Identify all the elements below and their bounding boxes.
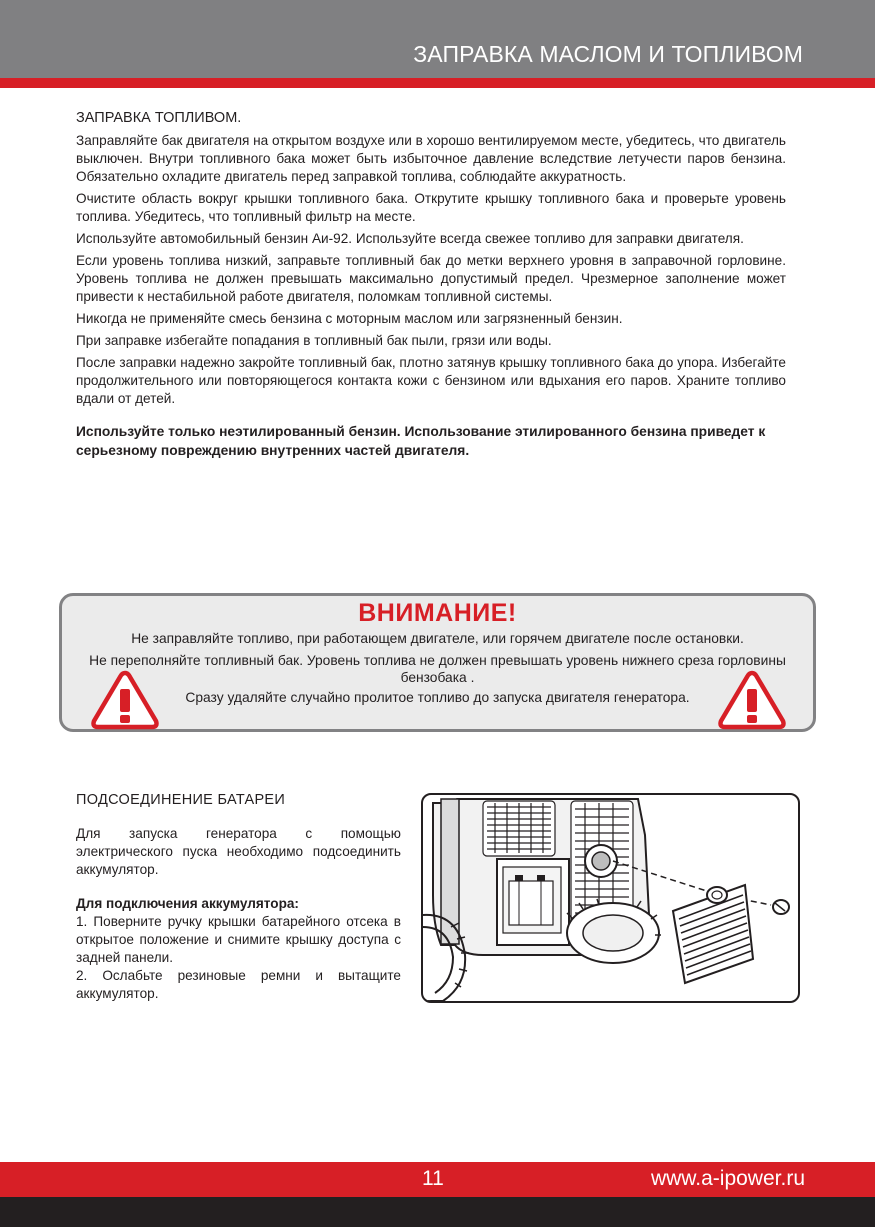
battery-step: 2. Ослабьте резиновые ремни и вытащите аккумулятор. (76, 968, 401, 1001)
fuel-paragraph: Если уровень топлива низкий, заправьте топливный бак до метки верхнего уровня в заправочной горловине. Уровень топлива не должен превышать максимально допустимый предел. Чрезмерное заполнение может привести к нестабильной работе двигателя, поломкам топливной системы. (76, 253, 786, 304)
fuel-paragraph: При заправке избегайте попадания в топливный бак пыли, грязи или воды. (76, 333, 552, 348)
warning-box (59, 593, 816, 732)
warning-line: Не заправляйте топливо, при работающем двигателе, или горячем двигателе после остановки. (131, 631, 744, 646)
battery-heading: ПОДСОЕДИНЕНИЕ БАТАРЕИ (76, 792, 286, 808)
page-number: 11 (422, 1167, 444, 1190)
footer-dark-bar (0, 1197, 875, 1227)
battery-intro: Для запуска генератора с помощью электрического пуска необходимо подсоединить аккумулятор. (76, 826, 401, 877)
website-link[interactable]: www.a-ipower.ru (650, 1167, 805, 1190)
header-accent-stripe (0, 78, 875, 88)
battery-subheading: Для подключения аккумулятора: (76, 896, 299, 911)
generator-rear-panel-drawing (423, 795, 800, 1003)
section-title: ЗАПРАВКА МАСЛОМ И ТОПЛИВОМ (413, 41, 803, 67)
battery-compartment-illustration (421, 793, 800, 1003)
unleaded-fuel-note: Используйте только неэтилированный бензин. Использование этилированного бензина приведет к серьезному повреждению внутренних частей двигателя. (76, 424, 766, 458)
page-header (0, 0, 875, 88)
fuel-paragraph: Используйте автомобильный бензин Аи-92. Используйте всегда свежее топливо для заправки двигателя. (76, 231, 744, 246)
fuel-paragraph: Заправляйте бак двигателя на открытом воздухе или в хорошо вентилируемом месте, убедитесь, что двигатель выключен. Внутри топливного бака может быть избыточное давление вследствие летучести паров бензина. Обязательно охладите двигатель перед заправкой топлива, соблюдайте аккуратность. (76, 133, 786, 184)
warning-line: Не переполняйте топливный бак. Уровень топлива не должен превышать уровень нижнего среза горловины бензобака . (89, 653, 786, 685)
fuel-paragraph: Никогда не применяйте смесь бензина с моторным маслом или загрязненный бензин. (76, 311, 623, 326)
warning-title: ВНИМАНИЕ! (358, 599, 517, 627)
page-footer (0, 1162, 875, 1227)
fuel-paragraph: Очистите область вокруг крышки топливного бака. Открутите крышку топливного бака и проверьте уровень топлива. Убедитесь, что топливный фильтр на месте. (76, 191, 786, 224)
battery-section (76, 792, 401, 1003)
fuel-paragraph: После заправки надежно закройте топливный бак, плотно затянув крышку топливного бака до упора. Избегайте продолжительного или повторяющегося контакта кожи с бензином или вдыхания его паров. Храните топливо вдали от детей. (76, 355, 786, 406)
battery-step: 1. Поверните ручку крышки батарейного отсека в открытое положение и снимите крышку доступа с задней панели. (76, 914, 401, 965)
warning-line: Сразу удаляйте случайно пролитое топливо до запуска двигателя генератора. (185, 690, 690, 705)
warning-triangle-icon (90, 669, 160, 731)
fuel-section (76, 110, 786, 460)
warning-triangle-icon (717, 669, 787, 731)
fuel-heading: ЗАПРАВКА ТОПЛИВОМ. (76, 110, 242, 126)
